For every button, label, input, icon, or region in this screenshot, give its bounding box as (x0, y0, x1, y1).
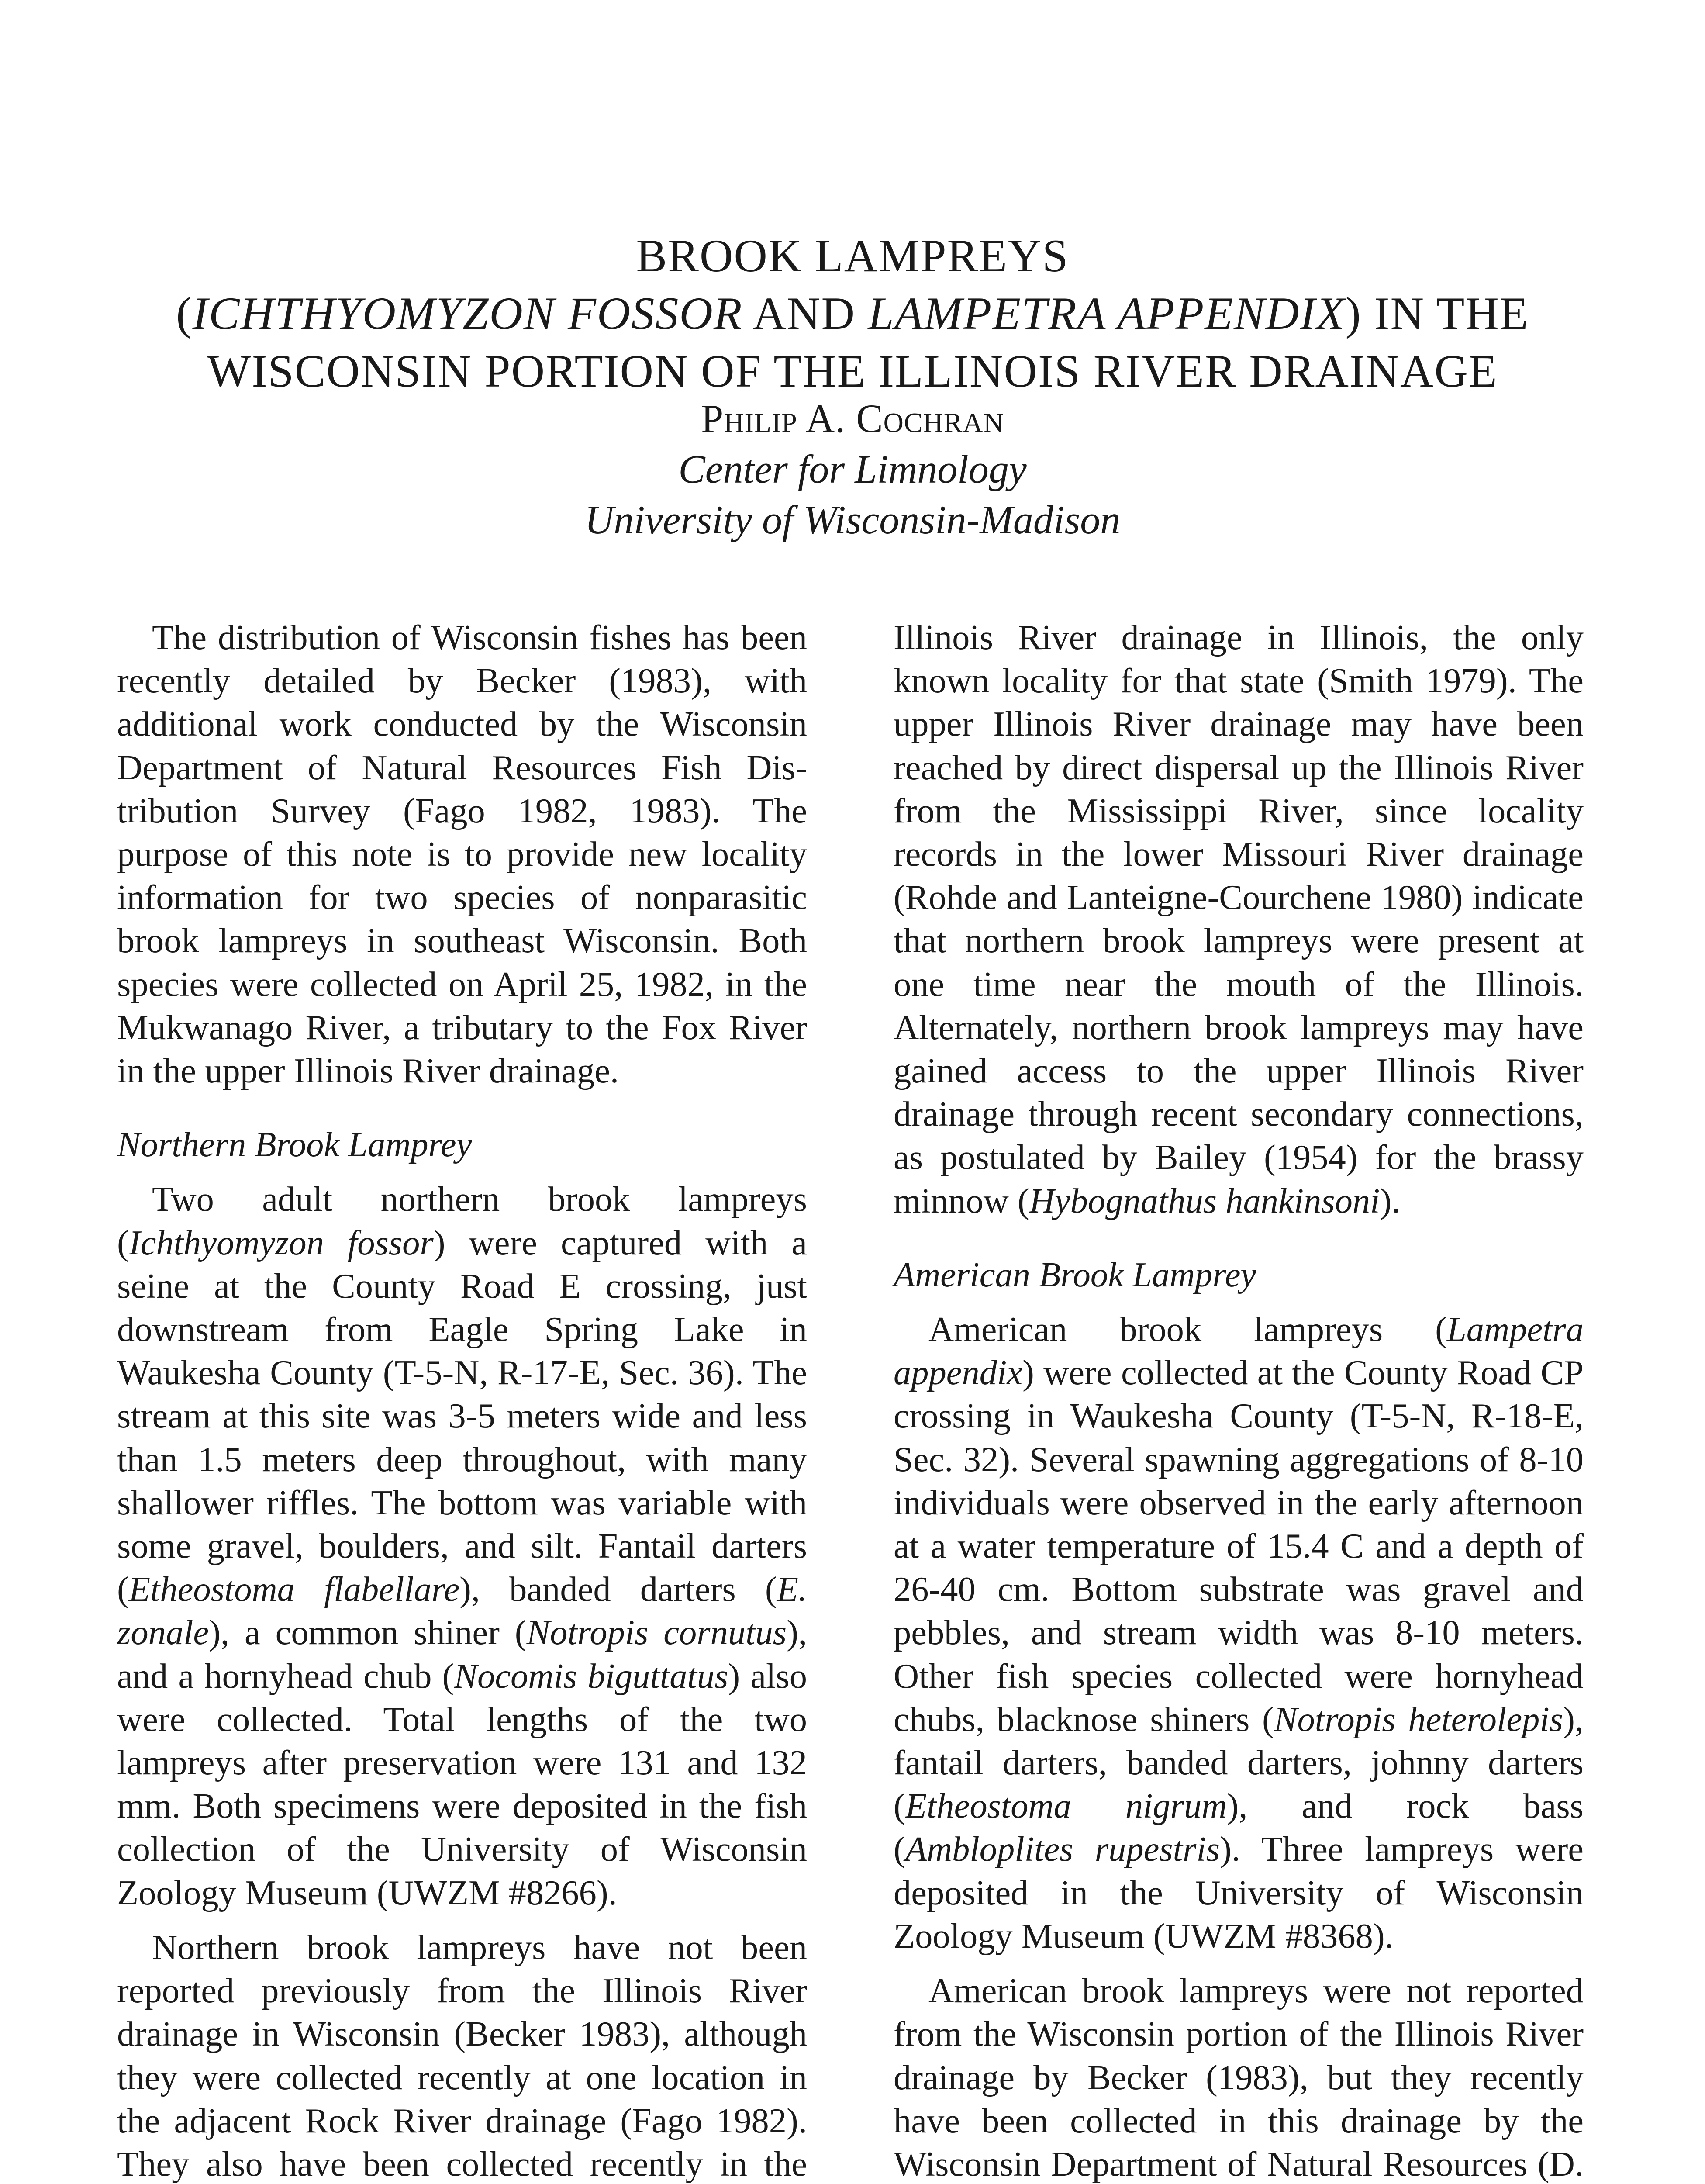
species-name: Nocomis biguttatus (454, 1656, 728, 1696)
author-affiliation-1: Center for Limnology (678, 447, 1027, 491)
northern-paragraph-2: Northern brook lampreys have not been reported previously from the Illinois River drainage in Wisconsin (Becker 1983), although they were collected recently at one location in the adjacent Rock River drainage (Fago 1982). They also have been collected recently in the (117, 1928, 807, 2184)
intro-paragraph: The distribution of Wisconsin fishes has been recently detailed by Becker (1983), with additional work conducted by the Wisconsin Department of Natural Resources Fish Distribution Survey (Fago 1982, 1983). The purpose of this note is to provide new locality information for two species of nonparasitic brook lampreys in southeast Wisconsin. Both species were collected on April 25, 1982, in the Mukwanago River, a tributary to the Fox River in the upper Illinois River drainage. (117, 618, 807, 1091)
text-run: ) also were collected. Total lengths of the two lampreys after preservation were 131 and 132 mm. Both specimens were deposited in the fish collection of the University of Wisconsin Zoology Museum (UWZM #8266). (117, 1656, 808, 1912)
title-paren-open: ( (176, 288, 193, 339)
species-name: Notropis cornutus (526, 1613, 787, 1652)
title-and: AND (742, 288, 868, 339)
section-heading-american: American Brook Lamprey (894, 1255, 1256, 1294)
author-name: Philip A. Cochran (701, 396, 1004, 441)
continued-paragraph (894, 616, 1584, 1223)
title-species-2: LAMPETRA APPENDIX (868, 288, 1346, 339)
title-line-1: BROOK LAMPREYS (636, 230, 1069, 281)
species-name: Etheostoma flabellare (128, 1570, 460, 1609)
northern-paragraph-1 (117, 1178, 807, 1914)
title-line-3: WISCONSIN PORTION OF THE ILLINOIS RIVER DRAINAGE (207, 346, 1498, 397)
species-name: Notropis heterolepis (1274, 1700, 1563, 1739)
title-line-2 (0, 285, 1705, 342)
species-name: Hybognathus hankinsoni (1029, 1181, 1380, 1220)
left-column (117, 616, 807, 2184)
american-paragraph-2: American brook lampreys were not reported from the Wisconsin portion of the Illinois River drainage by Becker (1983), but they recently have been collected in this drainage by the Wisconsin Department of Natural Resources (D. (894, 1971, 1584, 2184)
species-name: E. zonale (117, 1570, 808, 1652)
species-name: Etheostoma nigrum (905, 1787, 1227, 1826)
american-paragraph-1 (894, 1308, 1584, 1958)
species-name: Ambloplites rupestris (905, 1830, 1220, 1869)
article-title (0, 227, 1705, 400)
author-affiliation-2: University of Wisconsin-Madison (584, 498, 1121, 542)
right-column (894, 616, 1584, 2184)
text-run: ), a common shiner ( (209, 1613, 527, 1652)
author-block (0, 393, 1705, 545)
text-run: ), and a hornyhead chub ( (117, 1613, 807, 1696)
text-run: Two adult northern brook lampreys ( (117, 1180, 807, 1262)
text-run: ) were collected at the County Road CP crossing in Waukesha County (T-5-N, R-18-E, Sec. 32). Several spawning aggregations of 8-10 individuals were observed in the early afternoon at a water temperature of 15.4 C and a depth of 26-40 cm. Bottom substrate was gravel and pebbles, and stream width was 8-10 meters. Other fish species collected were hornyhead chubs, blacknose shiners ( (894, 1353, 1584, 1739)
section-heading-northern: Northern Brook Lamprey (117, 1125, 472, 1165)
species-name: Lampetra appendix (894, 1310, 1584, 1393)
text-run: American brook lampreys ( (928, 1310, 1447, 1349)
text-run: Illinois River drainage in Illinois, the only known locality for that state (Smith 1979). The upper Illinois River drainage may have been reached by direct dispersal up the Illinois River from the Mississippi River, since locality records in the lower Missouri River drainage (Rohde and Lanteigne-Courchene 1980) indicate that northern brook lampreys were present at one time near the mouth of the Illinois. Alternately, northern brook lampreys may have gained access to the upper Illinois River drainage through recent secondary connections, as postulated by Bailey (1954) for the brassy minnow ( (894, 618, 1584, 1220)
text-run: ), fantail darters, banded darters, johnny darters ( (894, 1700, 1584, 1826)
species-name: Ichthyomyzon fossor (128, 1223, 434, 1262)
text-run: ). Three lampreys were deposited in the University of Wisconsin Zoology Museum (UWZM #8368). (894, 1830, 1584, 1956)
title-paren-close: ) IN THE (1345, 288, 1529, 339)
text-run: ), and rock bass ( (894, 1787, 1584, 1869)
text-run: ). (1380, 1181, 1401, 1220)
text-run: ) were captured with a seine at the County Road E crossing, just downstream from Eagle Spring Lake in Waukesha County (T-5-N, R-17-E, Sec. 36). The stream at this site was 3-5 meters wide and less than 1.5 meters deep throughout, with many shallower riffles. The bottom was variable with some gravel, boulders, and silt. Fantail darters ( (117, 1223, 808, 1609)
text-run: ), banded darters ( (459, 1570, 777, 1609)
title-species-1: ICHTHYOMYZON FOSSOR (192, 288, 743, 339)
